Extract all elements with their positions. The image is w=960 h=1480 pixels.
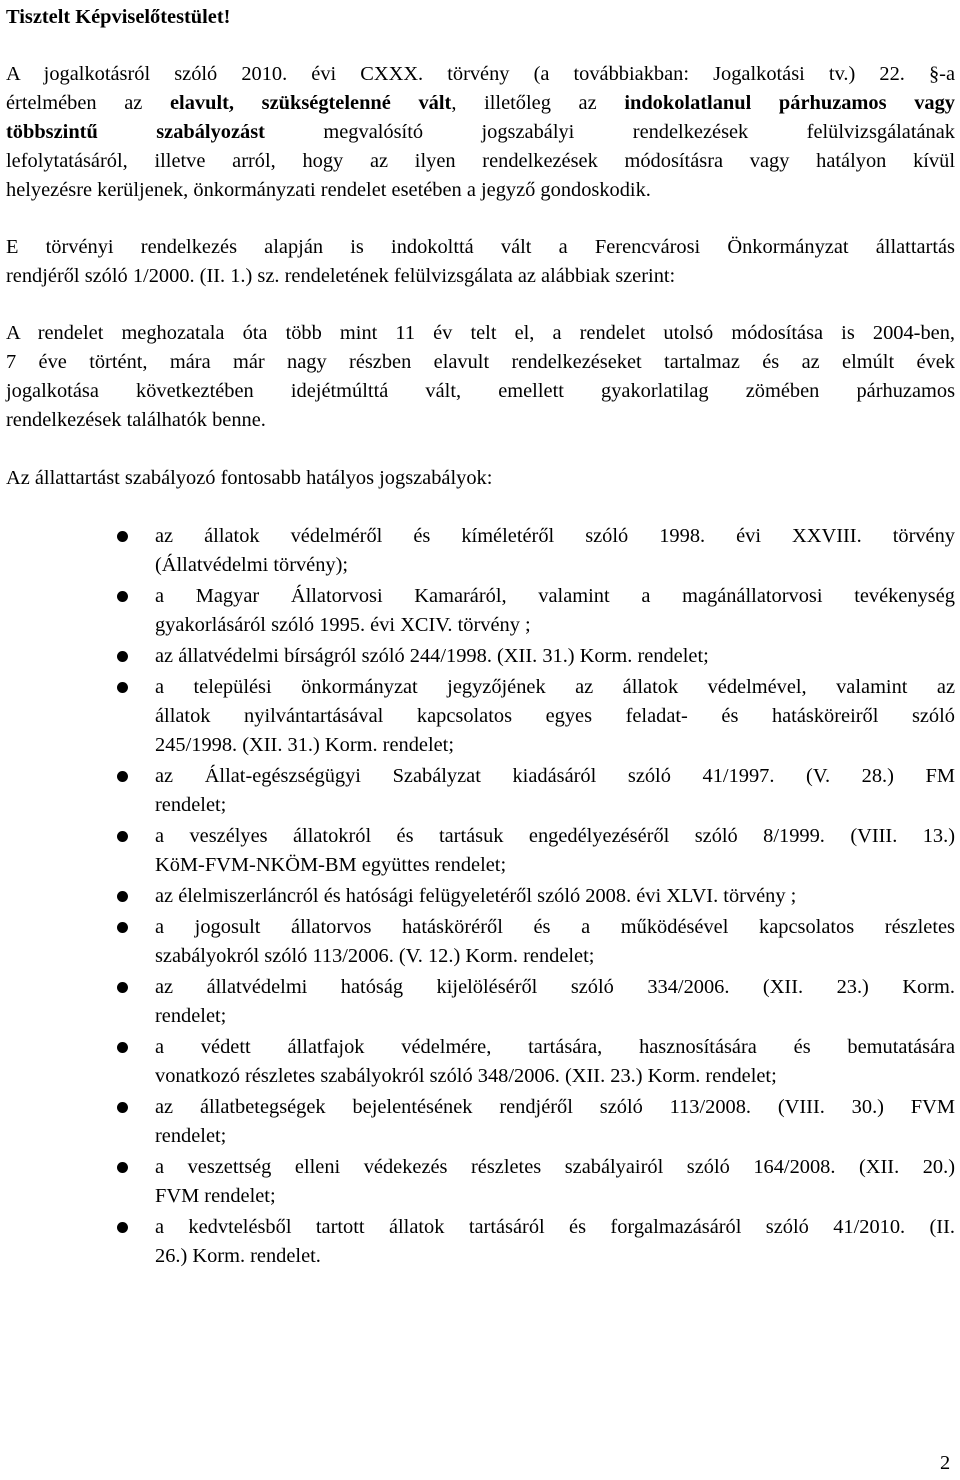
para2-line-1: E törvényi rendelkezés alapján is indokolttá vált a Ferencvárosi Önkormányzat állattartás xyxy=(6,236,955,258)
bullet-icon xyxy=(117,922,128,933)
intro-line-3 xyxy=(6,117,955,147)
bullet-icon xyxy=(117,982,128,993)
bullet-icon xyxy=(117,1162,128,1173)
list-item-line: az Állat-egészségügyi Szabályzat kiadásáról szóló 41/1997. (V. 28.) FM xyxy=(155,765,955,787)
bullet-icon xyxy=(117,531,128,542)
list-item-line: a veszélyes állatokról és tartásuk engedélyezéséről szóló 8/1999. (VIII. 13.) xyxy=(155,825,955,847)
para3-line-4: rendelkezések találhatók benne. xyxy=(6,409,266,431)
intro-line-5: helyezésre kerüljenek, önkormányzati rendelet esetében a jegyző gondoskodik. xyxy=(6,179,651,201)
para2-line-2: rendjéről szóló 1/2000. (II. 1.) sz. rendeletének felülvizsgálata az alábbiak szerint: xyxy=(6,265,676,287)
list-heading: Az állattartást szabályozó fontosabb hatályos jogszabályok: xyxy=(6,467,493,489)
list-item-line: az állatbetegségek bejelentésének rendjéről szóló 113/2008. (VIII. 30.) FVM xyxy=(155,1096,955,1118)
bullet-icon xyxy=(117,1222,128,1233)
intro-emphasis-multilevel: többszintű szabályozást xyxy=(6,121,265,143)
list-item-line: rendelet; xyxy=(155,1005,227,1027)
list-item-line: 26.) Korm. rendelet. xyxy=(155,1245,321,1267)
bullet-icon xyxy=(117,1042,128,1053)
list-item-line: rendelet; xyxy=(155,1125,227,1147)
page-title: Tisztelt Képviselőtestület! xyxy=(6,6,231,28)
bullet-icon xyxy=(117,771,128,782)
list-item-line: a veszettség elleni védekezés részletes szabályairól szóló 164/2008. (XII. 20.) xyxy=(155,1156,955,1178)
list-item-line: a Magyar Állatorvosi Kamaráról, valamint a magánállatorvosi tevékenység xyxy=(155,585,955,607)
list-item-line: a települési önkormányzat jegyzőjének az állatok védelmével, valamint az xyxy=(155,676,955,698)
intro-text: értelmében az xyxy=(6,92,170,114)
intro-emphasis-obsolete: elavult, szükségtelenné vált xyxy=(170,92,452,114)
list-item-line: állatok nyilvántartásával kapcsolatos egyes feladat- és hatásköreiről szóló xyxy=(155,705,955,727)
list-item-line: az állatvédelmi hatóság kijelöléséről szóló 334/2006. (XII. 23.) Korm. xyxy=(155,976,955,998)
list-item-line: az élelmiszerláncról és hatósági felügyeletéről szóló 2008. évi XLVI. törvény ; xyxy=(155,885,797,907)
list-item-line: (Állatvédelmi törvény); xyxy=(155,554,349,576)
intro-text: , illetőleg az xyxy=(451,92,625,114)
intro-text: megvalósító jogszabályi rendelkezések felülvizsgálatának xyxy=(264,121,955,143)
para3-line-1: A rendelet meghozatala óta több mint 11 év telt el, a rendelet utolsó módosítása is 2004-ben, xyxy=(6,322,955,344)
bullet-icon xyxy=(117,682,128,693)
list-item-line: vonatkozó részletes szabályokról szóló 348/2006. (XII. 23.) Korm. rendelet; xyxy=(155,1065,777,1087)
list-item-line: a védett állatfajok védelmére, tartására, hasznosítására és bemutatására xyxy=(155,1036,955,1058)
intro-emphasis-parallel: indokolatlanul párhuzamos vagy xyxy=(624,92,955,114)
bullet-icon xyxy=(117,651,128,662)
list-item-line: gyakorlásáról szóló 1995. évi XCIV. törvény ; xyxy=(155,614,531,636)
intro-line-2 xyxy=(6,88,955,118)
list-item-line: a jogosult állatorvos hatásköréről és a működésével kapcsolatos részletes xyxy=(155,916,955,938)
intro-line-4: lefolytatásáról, illetve arról, hogy az ilyen rendelkezések módosításra vagy hatályon kívül xyxy=(6,150,955,172)
list-item-line: a kedvtelésből tartott állatok tartásáról és forgalmazásáról szóló 41/2010. (II. xyxy=(155,1216,955,1238)
bullet-icon xyxy=(117,891,128,902)
list-item-line: 245/1998. (XII. 31.) Korm. rendelet; xyxy=(155,734,454,756)
list-item-line: az állatvédelmi bírságról szóló 244/1998. (XII. 31.) Korm. rendelet; xyxy=(155,645,709,667)
list-item-line: rendelet; xyxy=(155,794,227,816)
list-item-line: az állatok védelméről és kíméletéről szóló 1998. évi XXVIII. törvény xyxy=(155,525,955,547)
para3-line-3: jogalkotása következtében idejétmúlttá vált, emellett gyakorlatilag zömében párhuzamos xyxy=(6,380,955,402)
list-item-line: FVM rendelet; xyxy=(155,1185,276,1207)
bullet-icon xyxy=(117,591,128,602)
list-item-line: szabályokról szóló 113/2006. (V. 12.) Korm. rendelet; xyxy=(155,945,595,967)
bullet-icon xyxy=(117,831,128,842)
bullet-icon xyxy=(117,1102,128,1113)
list-item-line: KöM-FVM-NKÖM-BM együttes rendelet; xyxy=(155,854,507,876)
page-number: 2 xyxy=(940,1452,951,1474)
para3-line-2: 7 éve történt, mára már nagy részben elavult rendelkezéseket tartalmaz és az elmúlt évek xyxy=(6,351,955,373)
intro-line-1: A jogalkotásról szóló 2010. évi CXXX. törvény (a továbbiakban: Jogalkotási tv.) 22. §-a xyxy=(6,63,955,85)
